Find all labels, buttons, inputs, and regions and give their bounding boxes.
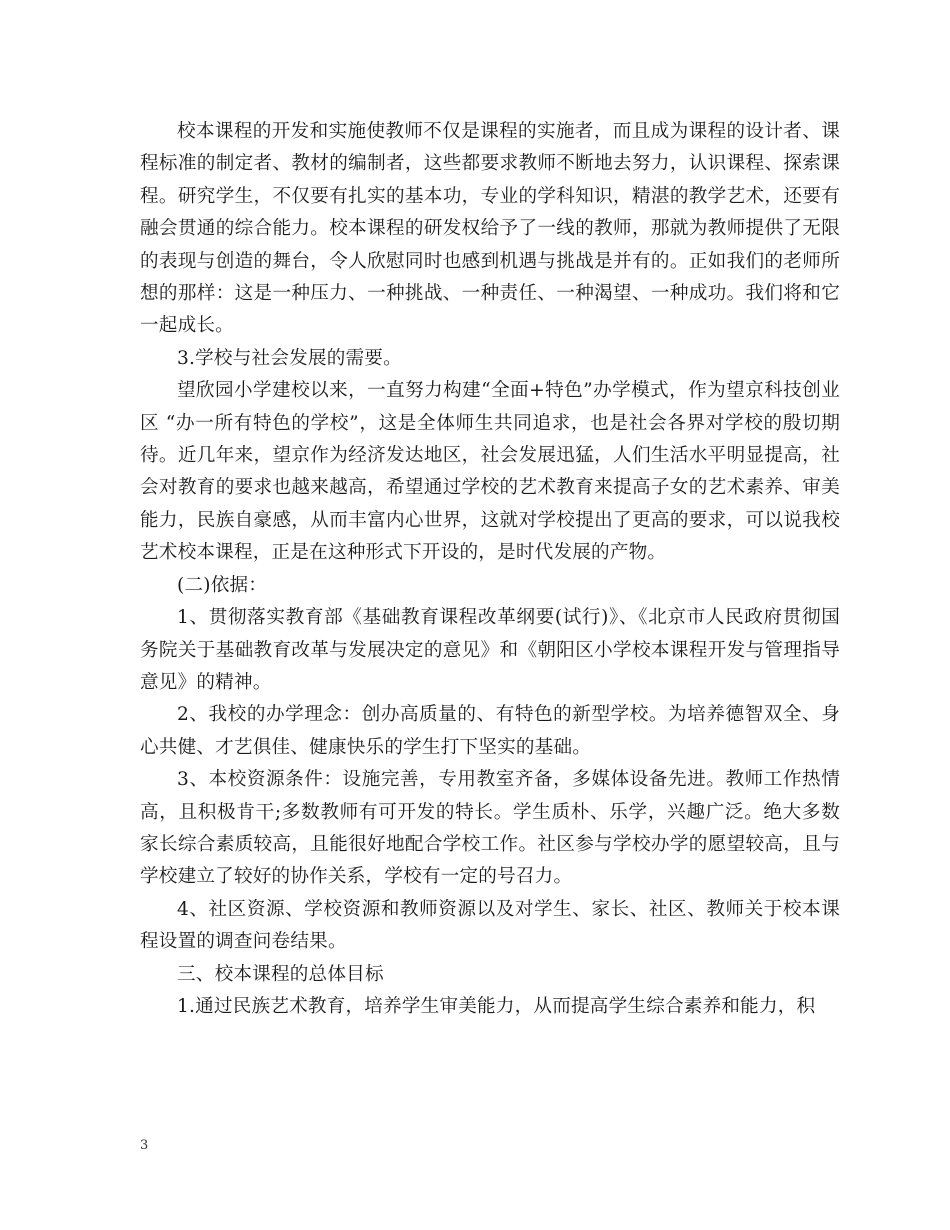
document-body xyxy=(140,116,840,1023)
paragraph-basis-4: 4、社区资源、学校资源和教师资源以及对学生、家长、社区、教师关于校本课程设置的调查问卷结果。 xyxy=(140,898,840,953)
paragraph-heading-goals: 三、校本课程的总体目标 xyxy=(177,963,384,985)
paragraph-basis-2: 2、我校的办学理念：创办高质量的、有特色的新型学校。为培养德智双全、身心共健、才艺俱佳、健康快乐的学生打下坚实的基础。 xyxy=(140,704,840,758)
page-number: 3 xyxy=(140,1138,149,1153)
paragraph-goal-1: 1.通过民族艺术教育，培养学生审美能力，从而提高学生综合素养和能力，积 xyxy=(177,995,816,1017)
paragraph-heading-basis: (二)依据： xyxy=(177,574,268,596)
paragraph-heading-social-needs: 3.学校与社会发展的需要。 xyxy=(177,347,402,369)
paragraph-teacher-role: 校本课程的开发和实施使教师不仅是课程的实施者，而且成为课程的设计者、课程标准的制定者、教材的编制者，这些都要求教师不断地去努力，认识课程、探索课程。研究学生，不仅要有扎实的基本功，专业的学科知识，精湛的教学艺术，还要有融会贯通的综合能力。校本课程的研发权给予了一线的教师，那就为教师提供了无限的表现与创造的舞台，令人欣慰同时也感到机遇与挑战是并有的。正如我们的老师所想的那样：这是一种压力、一种挑战、一种责任、一种渴望、一种成功。我们将和它一起成长。 xyxy=(140,121,840,337)
paragraph-basis-1: 1、贯彻落实教育部《基础教育课程改革纲要(试行)》、《北京市人民政府贯彻国务院关于基础教育改革与发展决定的意见》和《朝阳区小学校本课程开发与管理指导意见》的精神。 xyxy=(140,607,840,693)
paragraph-basis-3: 3、本校资源条件：设施完善，专用教室齐备，多媒体设备先进。教师工作热情高，且积极肯干;多数教师有可开发的特长。学生质朴、乐学，兴趣广泛。绝大多数家长综合素质较高，且能很好地配合学校工作。社区参与学校办学的愿望较高，且与学校建立了较好的协作关系，学校有一定的号召力。 xyxy=(140,769,840,888)
paragraph-school-mode: 望欣园小学建校以来，一直努力构建“全面+特色”办学模式，作为望京科技创业区 “办一所有特色的学校”，这是全体师生共同追求，也是社会各界对学校的殷切期待。近几年来，望京作为经济发达地区，社会发展迅猛，人们生活水平明显提高，社会对教育的要求也越来越高，希望通过学校的艺术教育来提高子女的艺术素养、审美能力，民族自豪感，从而丰富内心世界，这就对学校提出了更高的要求，可以说我校艺术校本课程，正是在这种形式下开设的，是时代发展的产物。 xyxy=(140,380,840,564)
